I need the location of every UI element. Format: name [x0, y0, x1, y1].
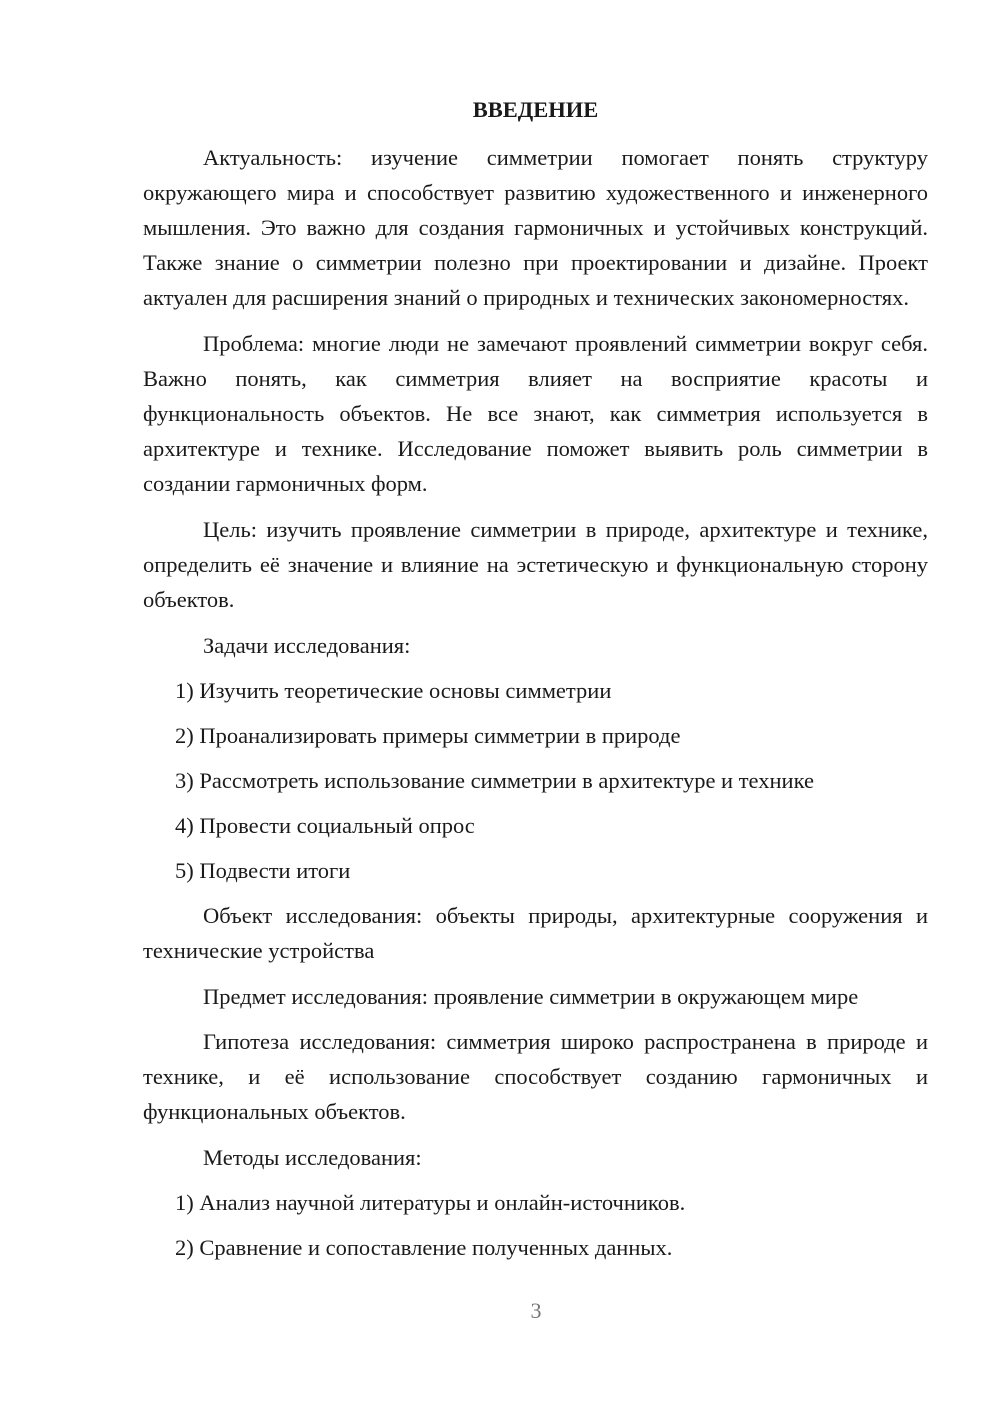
- task-item: 4) Провести социальный опрос: [175, 813, 475, 838]
- task-item: 3) Рассмотреть использование симметрии в архитектуре и технике: [175, 768, 814, 793]
- method-item: 2) Сравнение и сопоставление полученных данных.: [175, 1235, 673, 1260]
- task-item: 5) Подвести итоги: [175, 858, 351, 883]
- goal-paragraph: Цель: изучить проявление симметрии в природе, архитектуре и технике, определить её значение и влияние на эстетическую и функциональную сторону объектов.: [143, 517, 928, 612]
- subject-paragraph: Предмет исследования: проявление симметрии в окружающем мире: [203, 984, 859, 1009]
- problem-paragraph: Проблема: многие люди не замечают проявлений симметрии вокруг себя. Важно понять, как симметрия влияет на восприятие красоты и функциональность объектов. Не все знают, как симметрия используется в архитектуре и технике. Исследование поможет выявить роль симметрии в создании гармоничных форм.: [143, 331, 928, 496]
- methods-heading: Методы исследования:: [203, 1145, 422, 1170]
- object-paragraph: Объект исследования: объекты природы, архитектурные сооружения и технические устройства: [143, 903, 928, 963]
- page-number: 3: [530, 1298, 542, 1323]
- relevance-paragraph: Актуальность: изучение симметрии помогает понять структуру окружающего мира и способствует развитию художественного и инженерного мышления. Это важно для создания гармоничных и устойчивых конструкций. Также знание о симметрии полезно при проектировании и дизайне. Проект актуален для расширения знаний о природных и технических закономерностях.: [143, 145, 928, 310]
- method-item: 1) Анализ научной литературы и онлайн-источников.: [175, 1190, 686, 1215]
- page-content: [143, 95, 928, 1275]
- hypothesis-paragraph: Гипотеза исследования: симметрия широко распространена в природе и технике, и её использование способствует созданию гармоничных и функциональных объектов.: [143, 1029, 928, 1124]
- page-title: ВВЕДЕНИЕ: [472, 97, 599, 122]
- task-item: 2) Проанализировать примеры симметрии в природе: [175, 723, 681, 748]
- tasks-heading: Задачи исследования:: [203, 633, 411, 658]
- task-item: 1) Изучить теоретические основы симметрии: [175, 678, 612, 703]
